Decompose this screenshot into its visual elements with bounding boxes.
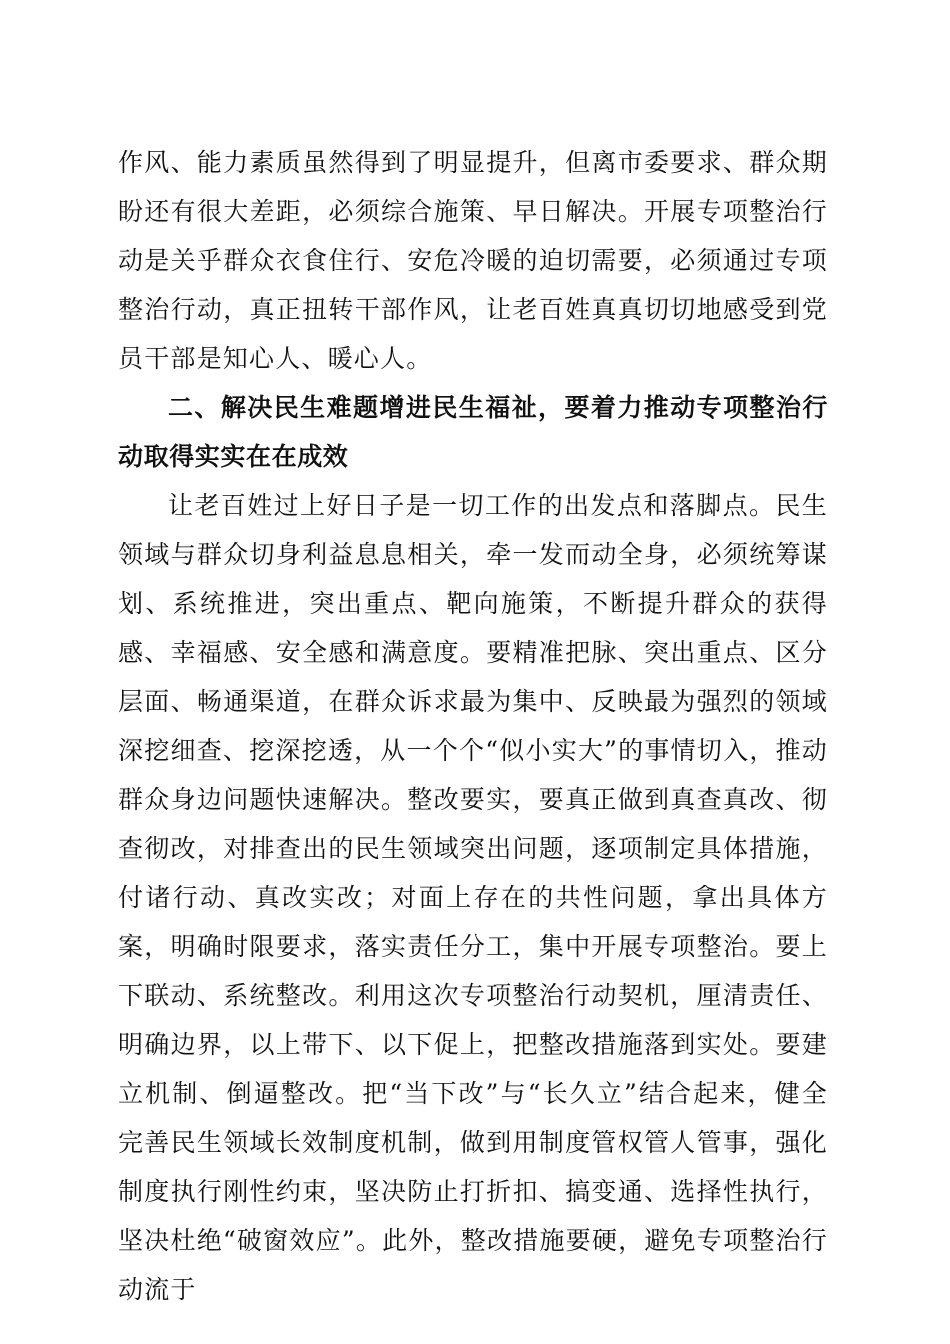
paragraph-continuation: 作风、能力素质虽然得到了明显提升，但离市委要求、群众期盼还有很大差距，必须综合施策、早日解决。开展专项整治行动是关乎群众衣食住行、安危冷暖的迫切需要，必须通过专项整治行动，真正扭转干部作风，让老百姓真真切切地感受到党员干部是知心人、暖心人。 [118, 148, 828, 373]
section-heading: 二、解决民生难题增进民生福祉，要着力推动专项整治行动取得实实在在成效 [118, 393, 828, 471]
paragraph-body: 让老百姓过上好日子是一切工作的出发点和落脚点。民生领域与群众切身利益息息相关，牵一发而动全身，必须统筹谋划、系统推进，突出重点、靶向施策，不断提升群众的获得感、幸福感、安全感和满意度。要精准把脉、突出重点、区分层面、畅通渠道，在群众诉求最为集中、反映最为强烈的领域深挖细查、挖深挖透，从一个个“似小实大”的事情切入，推动群众身边问题快速解决。整改要实，要真正做到真查真改、彻查彻改，对排查出的民生领域突出问题，逐项制定具体措施，付诸行动、真改实改；对面上存在的共性问题，拿出具体方案，明确时限要求，落实责任分工，集中开展专项整治。要上下联动、系统整改。利用这次专项整治行动契机，厘清责任、明确边界，以上带下、以下促上，把整改措施落到实处。要建立机制、倒逼整改。把“当下改”与“长久立”结合起来，健全完善民生领域长效制度机制，做到用制度管权管人管事，强化制度执行刚性约束，坚决防止打折扣、搞变通、选择性执行，坚决杜绝“破窗效应”。此外，整改措施要硬，避免专项整治行动流于 [118, 491, 828, 1304]
document-body [118, 138, 828, 1314]
